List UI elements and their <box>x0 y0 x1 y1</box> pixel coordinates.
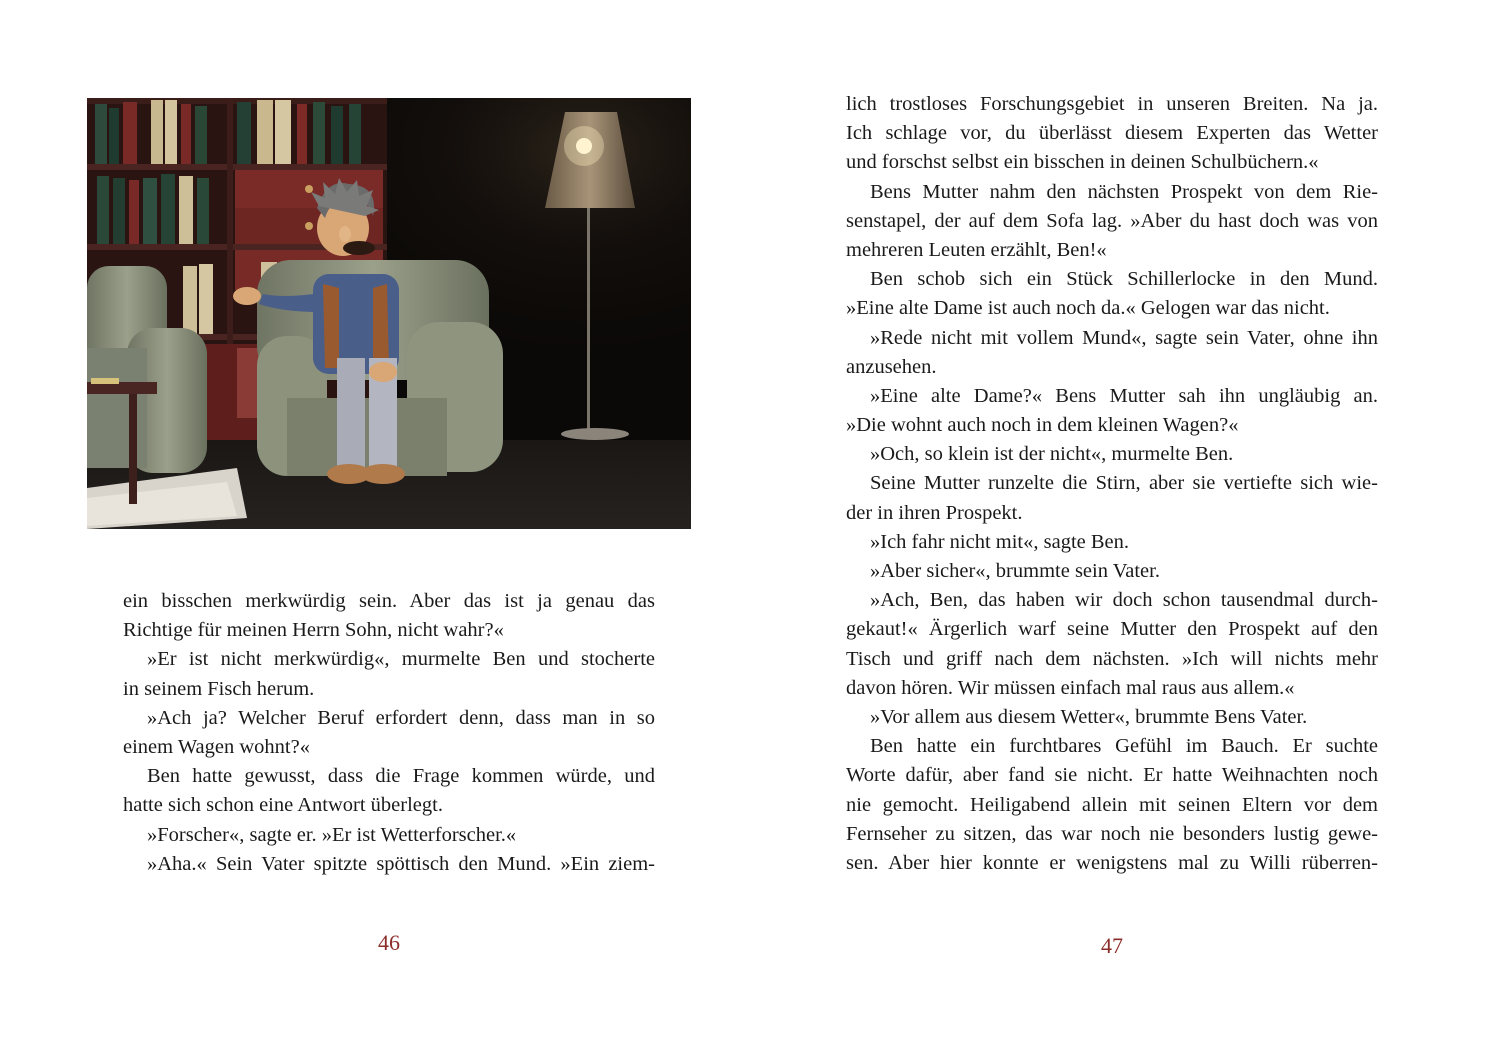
text-line: lich trostloses Forschungsgebiet in unseren Breiten. Na ja. <box>846 93 1378 115</box>
text-line: einem Wagen wohnt?« <box>123 735 310 758</box>
text-line: Ben hatte ein furchtbares Gefühl im Bauch. Er suchte <box>870 735 1378 758</box>
text-line: nie gemocht. Heiligabend allein mit seinen Eltern vor dem <box>846 793 1378 816</box>
text-line: in seinem Fisch herum. <box>123 677 315 700</box>
page-number-right: 47 <box>1101 933 1123 958</box>
text-line: senstapel, der auf dem Sofa lag. »Aber du hast doch was von <box>846 209 1378 232</box>
text-line: »Aha.« Sein Vater spitzte spöttisch den Mund. »Ein ziem- <box>147 852 655 875</box>
text-line: »Aber sicher«, brummte sein Vater. <box>870 560 1160 582</box>
text-line: und forschst selbst ein bisschen in deinen Schulbüchern.« <box>846 151 1319 174</box>
text-line: Ich schlage vor, du überlässt diesem Experten das Wetter <box>846 122 1378 145</box>
text-line: anzusehen. <box>846 355 937 378</box>
page-number-left: 46 <box>378 930 400 955</box>
text-line: gekaut!« Ärgerlich warf seine Mutter den Prospekt auf den <box>846 618 1378 641</box>
text-line: Fernseher zu sitzen, das war noch nie besonders lustig gewe- <box>846 822 1378 845</box>
text-line: Richtige für meinen Herrn Sohn, nicht wahr?« <box>123 619 504 642</box>
text-line: Tisch und griff nach dem nächsten. »Ich will nichts mehr <box>846 647 1378 670</box>
text-line: »Ich fahr nicht mit«, sagte Ben. <box>870 530 1130 553</box>
text-line: »Eine alte Dame?« Bens Mutter sah ihn ungläubig an. <box>870 384 1378 407</box>
text-line: Worte dafür, aber fand sie nicht. Er hatte Weihnachten noch <box>846 764 1378 787</box>
puppet-photo <box>87 98 691 529</box>
text-line: »Ach ja? Welcher Beruf erfordert denn, dass man in so <box>147 706 655 729</box>
text-line: sen. Aber hier konnte er wenigstens mal zu Willi rüberren- <box>846 851 1378 874</box>
right-page <box>750 0 1500 1055</box>
text-line: »Och, so klein ist der nicht«, murmelte Ben. <box>870 443 1234 466</box>
text-line: hatte sich schon eine Antwort überlegt. <box>123 794 443 817</box>
text-line: »Die wohnt auch noch in dem kleinen Wagen?« <box>846 414 1239 437</box>
text-line: Seine Mutter runzelte die Stirn, aber sie vertiefte sich wie- <box>870 472 1378 495</box>
text-line: »Eine alte Dame ist auch noch da.« Gelogen war das nicht. <box>846 297 1330 320</box>
right-page-text <box>846 90 1378 878</box>
text-line: der in ihren Prospekt. <box>846 501 1023 524</box>
text-line: Ben hatte gewusst, dass die Frage kommen würde, und <box>147 765 655 788</box>
text-line: »Ach, Ben, das haben wir doch schon tausendmal durch- <box>870 589 1378 612</box>
text-line: Bens Mutter nahm den nächsten Prospekt von dem Rie- <box>870 180 1378 203</box>
text-line: »Forscher«, sagte er. »Er ist Wetterforscher.« <box>147 823 517 846</box>
text-line: davon hören. Wir müssen einfach mal raus aus allem.« <box>846 676 1295 699</box>
puppet-scene-illustration <box>87 98 691 529</box>
left-page-text <box>123 587 655 879</box>
text-line: ein bisschen merkwürdig sein. Aber das ist ja genau das <box>123 590 655 612</box>
text-line: »Er ist nicht merkwürdig«, murmelte Ben und stocherte <box>147 648 655 671</box>
text-line: »Vor allem aus diesem Wetter«, brummte Bens Vater. <box>870 705 1308 728</box>
text-line: »Rede nicht mit vollem Mund«, sagte sein Vater, ohne ihn <box>870 326 1378 349</box>
text-line: Ben schob sich ein Stück Schillerlocke in den Mund. <box>870 268 1378 291</box>
text-line: mehreren Leuten erzählt, Ben!« <box>846 238 1107 261</box>
